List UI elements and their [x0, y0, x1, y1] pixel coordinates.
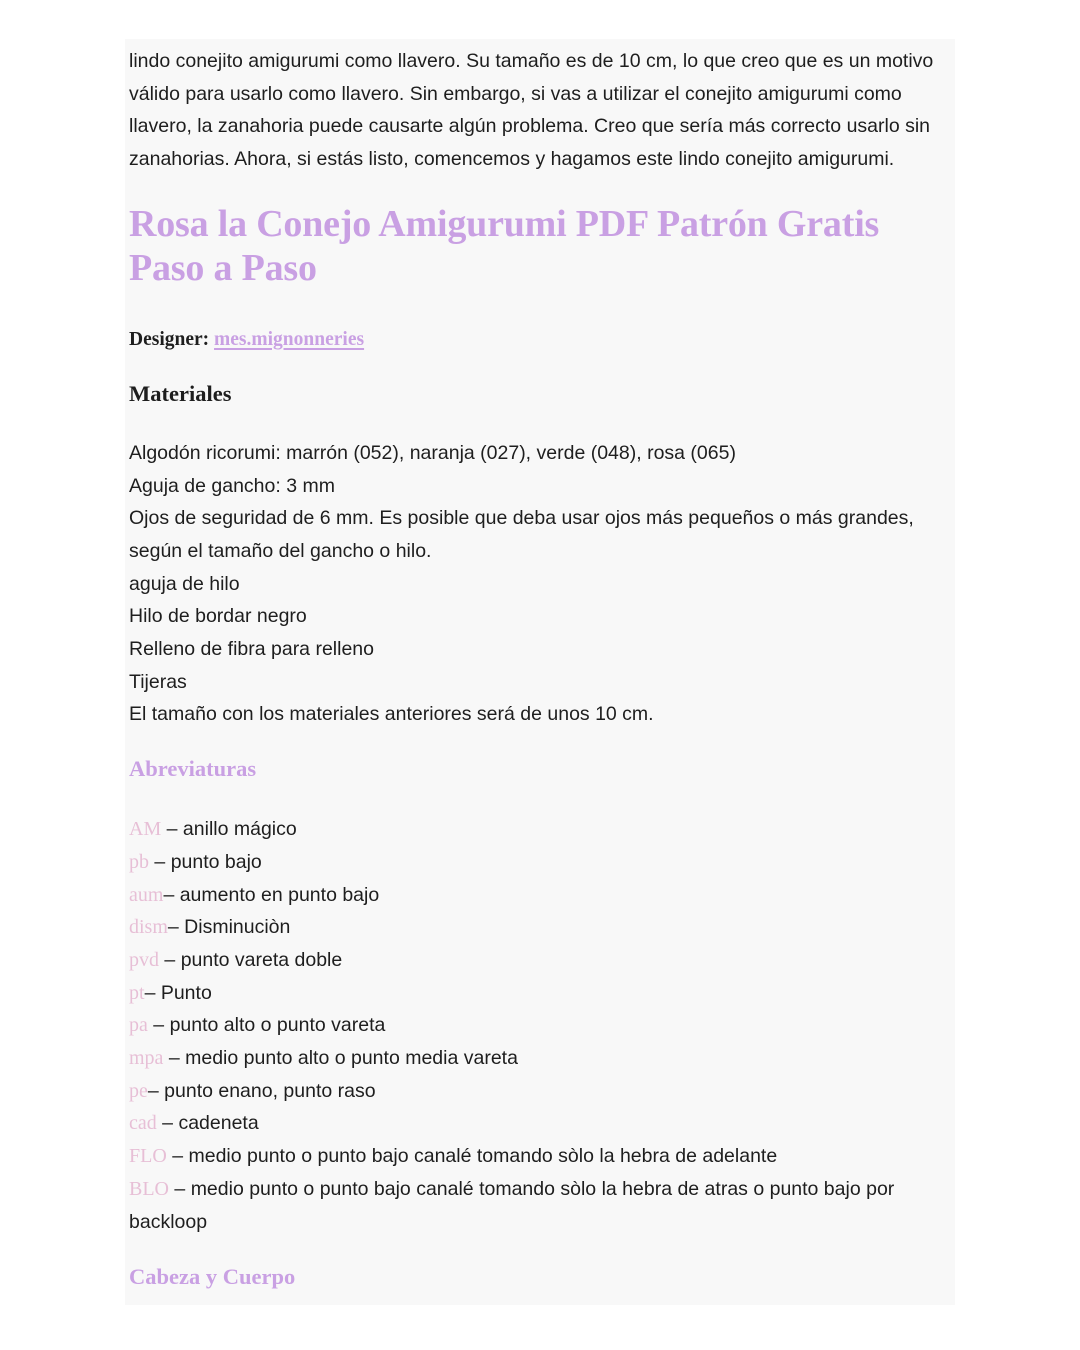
abbreviation-desc: Punto: [160, 981, 212, 1004]
abbreviation-term: aum: [129, 883, 164, 906]
designer-link[interactable]: mes.mignonneries: [214, 328, 365, 350]
abbreviation-term: dism: [129, 916, 168, 939]
abbreviation-desc: punto enano, punto raso: [164, 1079, 376, 1102]
abbreviation-item: [129, 1042, 951, 1075]
abbreviation-desc: medio punto alto o punto media vareta: [185, 1047, 518, 1070]
materials-heading: Materiales: [129, 380, 232, 406]
abbreviation-desc: cadeneta: [178, 1112, 259, 1135]
separator: –: [161, 818, 183, 841]
separator: –: [163, 1047, 186, 1070]
separator: –: [156, 1112, 179, 1135]
separator: –: [159, 948, 181, 971]
abbreviation-term: pa: [129, 1014, 148, 1037]
abbreviation-item: [129, 977, 951, 1010]
abbreviation-term: mpa: [129, 1047, 164, 1070]
abbreviation-term: FLO: [129, 1145, 167, 1168]
article-content: [125, 39, 951, 1291]
abbreviation-item: [129, 1075, 951, 1108]
abbreviation-item: [129, 1107, 951, 1140]
page-title: Rosa la Conejo Amigurumi PDF Patrón Gratis Paso a Paso: [129, 202, 880, 289]
materials-item: Ojos de seguridad de 6 mm. Es posible que deba usar ojos más pequeños o más grandes, según el tamaño del gancho o hilo.: [129, 507, 914, 562]
abbreviation-item: [129, 1009, 951, 1042]
abbreviation-item: [129, 846, 951, 879]
article-card: [125, 39, 955, 1305]
abbreviation-term: pe: [129, 1079, 148, 1102]
abbreviations-list: [129, 813, 951, 1238]
abbreviation-item: [129, 944, 951, 977]
abbreviation-term: pt: [129, 981, 145, 1004]
materials-item: aguja de hilo: [129, 572, 240, 595]
separator: –: [149, 850, 171, 873]
abbreviation-desc: punto vareta doble: [180, 948, 343, 971]
abbreviation-item: [129, 911, 951, 944]
designer-label: Designer:: [129, 328, 210, 350]
separator: –: [166, 1145, 189, 1168]
abbreviation-item: [129, 879, 951, 912]
separator: –: [144, 981, 161, 1004]
materials-list: [129, 437, 951, 731]
materials-item: Algodón ricorumi: marrón (052), naranja (027), verde (048), rosa (065): [129, 441, 736, 464]
abbreviation-item: [129, 1140, 951, 1173]
abbreviation-term: pvd: [129, 948, 159, 971]
abbreviation-desc: punto bajo: [170, 850, 262, 873]
abbreviations-heading: Abreviaturas: [129, 756, 257, 782]
separator: –: [169, 1177, 191, 1200]
intro-paragraph: lindo conejito amigurumi como llavero. Su tamaño es de 10 cm, lo que creo que es un motivo válido para usarlo como llavero. Sin embargo, si vas a utilizar el conejito amigurumi como llavero, la zanahoria puede causarte algún problema. Creo que sería más correcto usarlo sin zanahorias. Ahora, si estás listo, comencemos y hagamos este lindo conejito amigurumi.: [129, 50, 934, 171]
abbreviation-term: pb: [129, 850, 149, 873]
abbreviation-item: [129, 813, 951, 846]
abbreviation-term: cad: [129, 1112, 157, 1135]
head-body-heading: Cabeza y Cuerpo: [129, 1264, 296, 1290]
materials-item: El tamaño con los materiales anteriores será de unos 10 cm.: [129, 703, 654, 726]
abbreviation-desc: punto alto o punto vareta: [169, 1014, 386, 1037]
abbreviation-desc: medio punto o punto bajo canalé tomando sòlo la hebra de atras o punto bajo por backloop: [129, 1177, 895, 1233]
separator: –: [167, 916, 185, 939]
designer-line: [129, 328, 951, 352]
materials-item: Tijeras: [129, 670, 187, 693]
abbreviation-term: BLO: [129, 1177, 169, 1200]
materials-item: Hilo de bordar negro: [129, 605, 307, 628]
abbreviation-desc: aumento en punto bajo: [179, 883, 380, 906]
abbreviation-desc: Disminuciòn: [184, 916, 291, 939]
abbreviation-desc: medio punto o punto bajo canalé tomando sòlo la hebra de adelante: [188, 1145, 778, 1168]
materials-item: Relleno de fibra para relleno: [129, 638, 374, 661]
materials-item: Aguja de gancho: 3 mm: [129, 474, 335, 497]
separator: –: [147, 1079, 165, 1102]
abbreviation-desc: anillo mágico: [182, 818, 297, 841]
separator: –: [147, 1014, 170, 1037]
abbreviation-item: [129, 1173, 951, 1238]
separator: –: [163, 883, 180, 906]
abbreviation-term: AM: [129, 818, 162, 841]
